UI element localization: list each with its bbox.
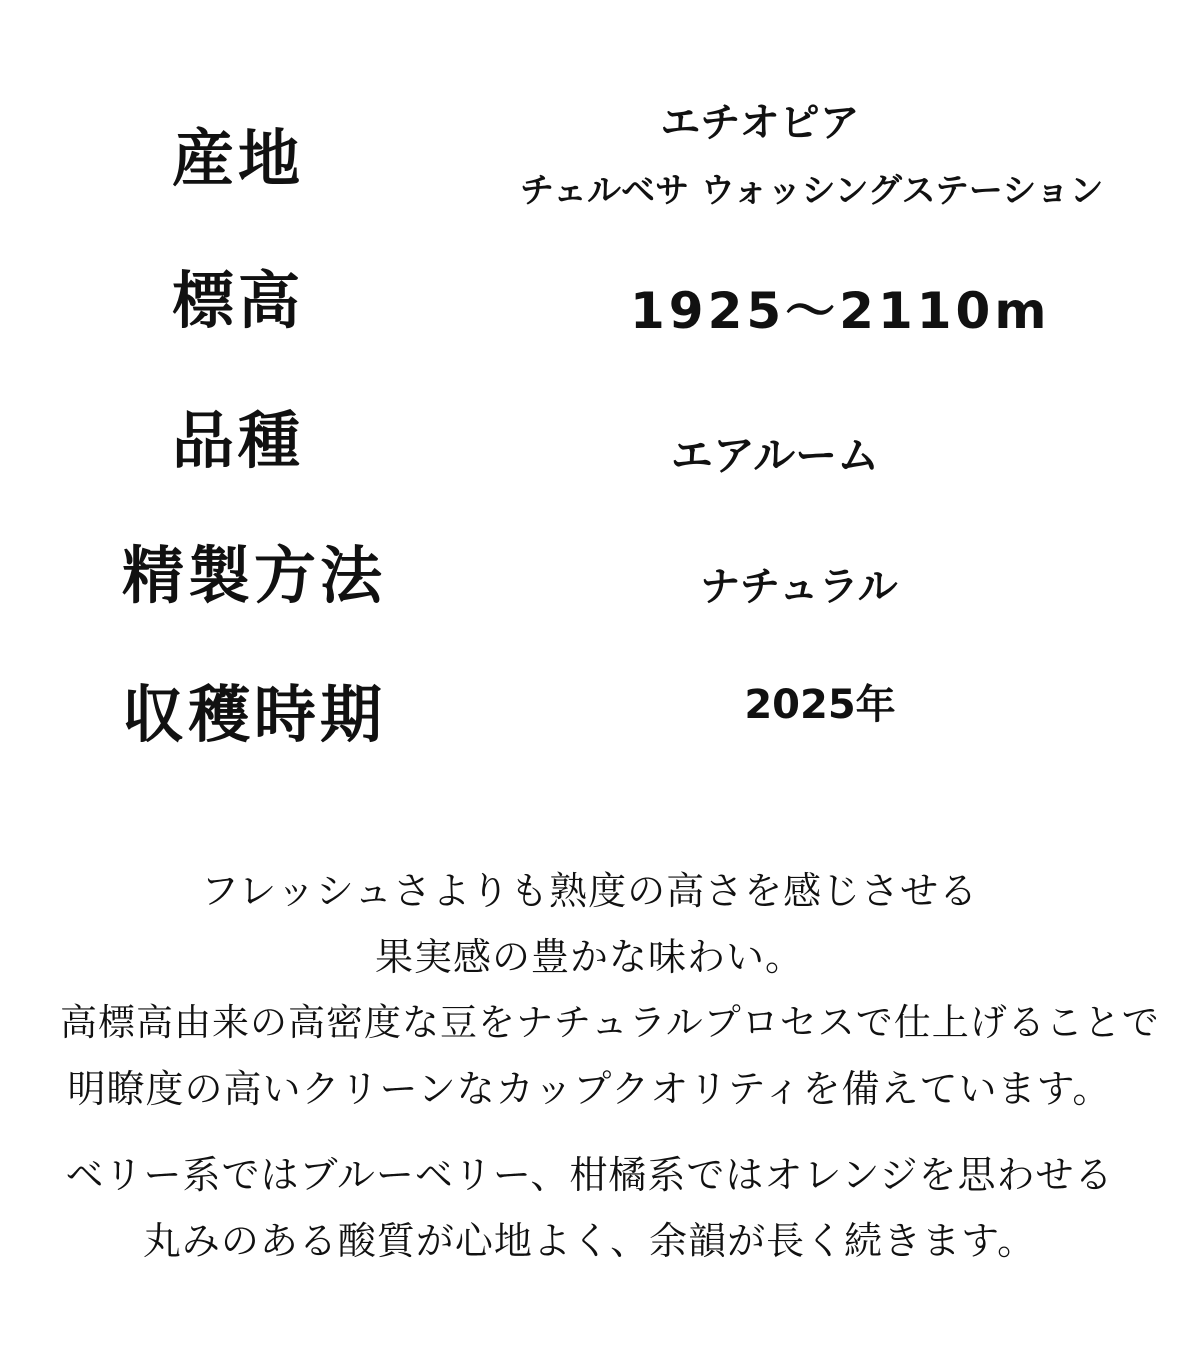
description-line: 高標高由来の高密度な豆をナチュラルプロセスで仕上げることで xyxy=(60,1001,1160,1044)
description-line: 明瞭度の高いクリーンなカップクオリティを備えています。 xyxy=(67,1067,1112,1111)
origin-label: 産地 xyxy=(172,122,305,195)
altitude-label: 標高 xyxy=(172,264,305,337)
process-value: ナチュラル xyxy=(700,564,898,610)
origin-value-station: チェルベサ ウォッシングステーション xyxy=(520,171,1104,211)
origin-value-country: エチオピア xyxy=(660,100,860,146)
harvest-label: 収穫時期 xyxy=(122,678,387,751)
description-line: ベリー系ではブルーベリー、柑橘系ではオレンジを思わせる xyxy=(65,1153,1114,1197)
process-label: 精製方法 xyxy=(122,539,387,612)
variety-value: エアルーム xyxy=(670,431,880,480)
harvest-value: 2025年 xyxy=(744,682,896,728)
description-line: 丸みのある酸質が心地よく、余韻が長く続きます。 xyxy=(142,1219,1037,1263)
variety-label: 品種 xyxy=(172,404,305,477)
altitude-value: 1925～2110m xyxy=(630,282,1051,340)
description-line: フレッシュさよりも熟度の高さを感じさせる xyxy=(200,869,979,913)
description-line: 果実感の豊かな味わい。 xyxy=(374,935,804,979)
